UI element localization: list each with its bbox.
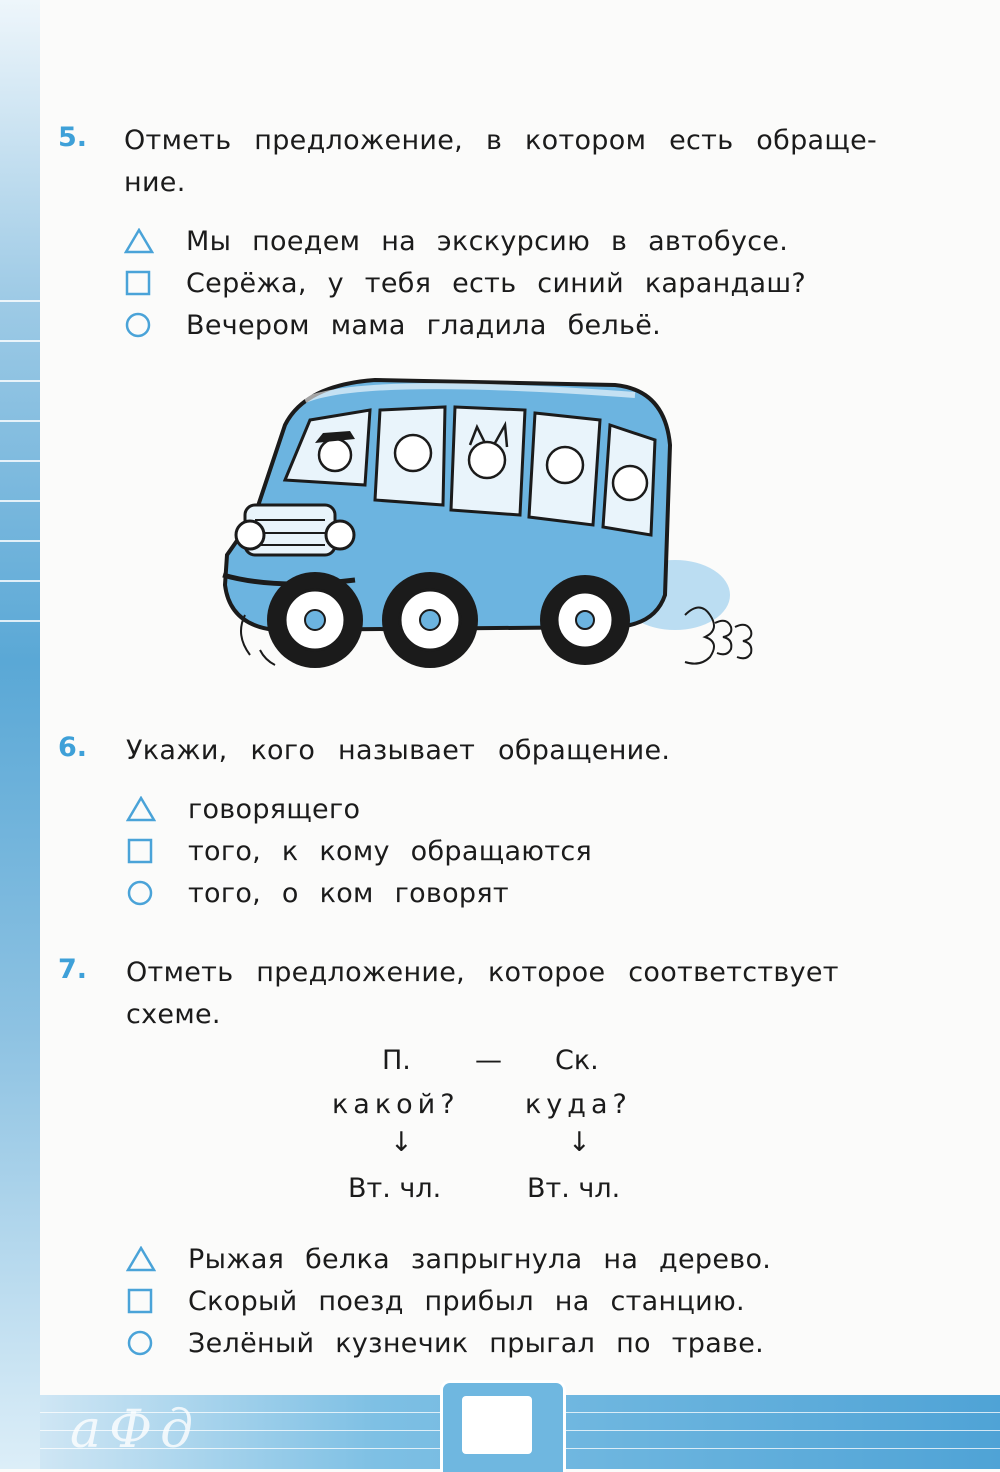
task-number: 7. — [58, 954, 88, 985]
scheme-subject-label: П. — [382, 1045, 411, 1076]
margin-rule — [0, 420, 40, 422]
answer-option[interactable] — [126, 1280, 771, 1322]
footer-decorative-letters: аФд — [70, 1400, 202, 1460]
answer-text: Мы поедем на экскурсию в автобусе. — [186, 225, 789, 257]
answer-options — [126, 788, 930, 914]
triangle-icon[interactable] — [126, 1246, 182, 1272]
answer-text: Серёжа, у тебя есть синий карандаш? — [186, 267, 806, 299]
answer-option[interactable] — [124, 304, 930, 346]
answer-option[interactable] — [126, 788, 930, 830]
answer-option[interactable] — [126, 1322, 771, 1364]
answer-option[interactable] — [124, 262, 930, 304]
triangle-icon[interactable] — [124, 228, 180, 254]
answer-option[interactable] — [126, 830, 930, 872]
circle-icon[interactable] — [126, 1330, 182, 1356]
scheme-dash: — — [475, 1045, 502, 1076]
margin-rule — [0, 460, 40, 462]
answer-option[interactable] — [126, 872, 930, 914]
answer-options — [124, 220, 930, 346]
task-question-line: схеме. — [126, 999, 221, 1030]
answer-text: Зелёный кузнечик прыгал по траве. — [188, 1327, 765, 1359]
margin-rule — [0, 380, 40, 382]
square-icon[interactable] — [126, 838, 182, 864]
task-7 — [58, 952, 930, 1036]
task-question-line: Отметь предложение, в котором есть обраще- — [124, 125, 878, 156]
square-icon[interactable] — [126, 1288, 182, 1314]
answer-text: того, к кому обращаются — [188, 835, 593, 867]
answer-option[interactable] — [124, 220, 930, 262]
circle-icon[interactable] — [126, 880, 182, 906]
task-question: Укажи, кого называет обращение. — [126, 735, 671, 766]
margin-rule — [0, 540, 40, 542]
answer-text: Скорый поезд прибыл на станцию. — [188, 1285, 745, 1317]
scheme-result-left: Вт. чл. — [348, 1173, 442, 1204]
scheme-arrow-right: ↓ — [568, 1127, 591, 1158]
triangle-icon[interactable] — [126, 796, 182, 822]
bus-illustration — [215, 365, 765, 685]
answer-text: Рыжая белка запрыгнула на дерево. — [188, 1243, 772, 1275]
task-6 — [58, 730, 930, 914]
left-margin-strip — [0, 0, 40, 1469]
margin-rule — [0, 500, 40, 502]
scheme-arrow-left: ↓ — [390, 1127, 413, 1158]
answer-text: того, о ком говорят — [188, 877, 509, 909]
answer-text: Вечером мама гладила бельё. — [186, 309, 662, 341]
task-question-line: ние. — [124, 167, 186, 198]
page-number-box — [462, 1396, 532, 1454]
task-number: 6. — [58, 732, 88, 763]
margin-rule — [0, 340, 40, 342]
scheme-predicate-label: Ск. — [555, 1045, 599, 1076]
circle-icon[interactable] — [124, 312, 180, 338]
scheme-result-right: Вт. чл. — [527, 1173, 621, 1204]
scheme-question-left: какой? — [332, 1089, 460, 1120]
margin-rule — [0, 300, 40, 302]
scheme-question-right: куда? — [525, 1089, 632, 1120]
task-question-line: Отметь предложение, которое соответствует — [126, 957, 839, 988]
margin-rule — [0, 620, 40, 622]
square-icon[interactable] — [124, 270, 180, 296]
answer-option[interactable] — [126, 1238, 771, 1280]
sentence-scheme — [330, 1045, 660, 1215]
task-number: 5. — [58, 122, 88, 153]
task-7-answer-options — [126, 1238, 771, 1364]
answer-text: говорящего — [188, 793, 361, 825]
margin-rule — [0, 580, 40, 582]
task-5 — [58, 120, 930, 346]
